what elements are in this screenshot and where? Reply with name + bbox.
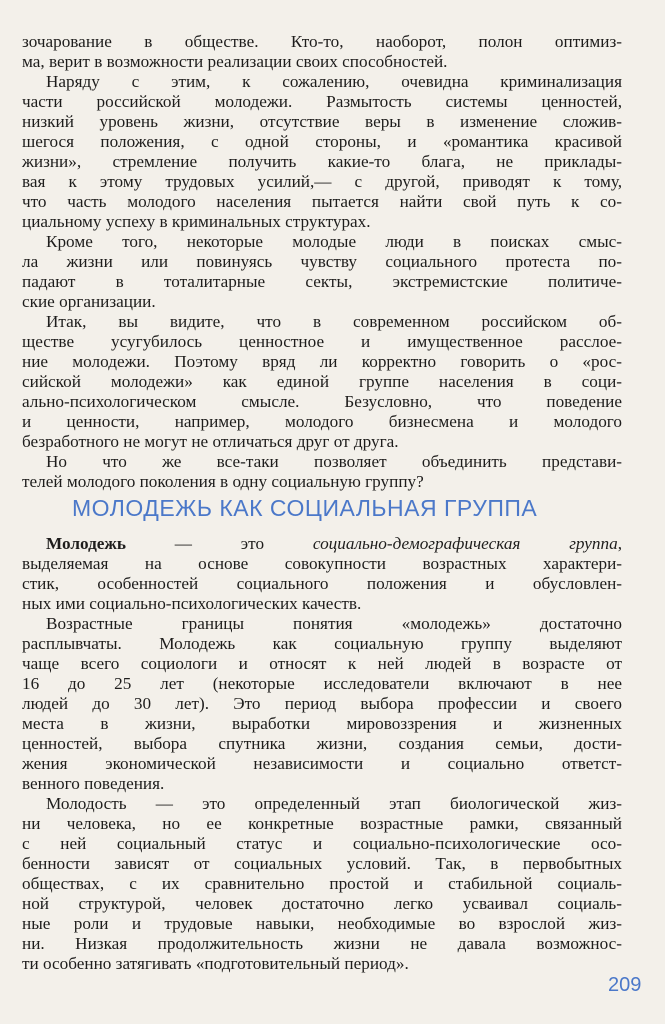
section-heading: МОЛОДЕЖЬ КАК СОЦИАЛЬНАЯ ГРУППА <box>72 495 538 521</box>
text-line: места в жизни, выработки мировоззрения и жизненных <box>22 714 622 733</box>
text-line: Итак, вы видите, что в современном российском об- <box>46 312 622 331</box>
text-line: шегося положения, с одной стороны, и «романтика красивой <box>22 132 622 151</box>
text-line: вая к этому трудовых усилий,— с другой, приводят к тому, <box>22 172 622 191</box>
text-line: ной структурой, человек достаточно легко усваивал социаль- <box>22 894 622 913</box>
text-line: ла жизни или повинуясь чувству социального протеста по- <box>22 252 622 271</box>
text-line: расплывчаты. Молодежь как социальную группу выделяют <box>22 634 622 653</box>
text-line: Но что же все-таки позволяет объединить представи- <box>46 452 622 471</box>
text-line: ни. Низкая продолжительность жизни не давала возможнос- <box>22 934 622 953</box>
text-line: ские организации. <box>22 292 156 311</box>
text-line: бенности зависят от социальных условий. Так, в первобытных <box>22 854 622 873</box>
text-line: ные роли и трудовые навыки, необходимые во взрослой жиз- <box>22 914 622 933</box>
text-line: ни человека, но ее конкретные возрастные рамки, связанный <box>22 814 622 833</box>
text-line: что часть молодого населения пытается найти свой путь к со- <box>22 192 622 211</box>
text-line: ных ими социально-психологических качеств. <box>22 594 362 613</box>
text-line: ти особенно затягивать «подготовительный период». <box>22 954 409 973</box>
defined-term: Молодежь <box>46 534 126 553</box>
text-line: жизни», стремление получить какие-то блага, не приклады- <box>22 152 622 171</box>
text-line: людей до 30 лет). Это период выбора профессии и своего <box>22 694 622 713</box>
text-line: Молодость — это определенный этап биологической жиз- <box>46 794 622 813</box>
text-line: чаще всего социологи и относят к ней людей в возрасте от <box>22 654 622 673</box>
text-line: 16 до 25 лет (некоторые исследователи включают в нее <box>22 674 622 693</box>
definition-line <box>22 534 622 554</box>
text-line: циальному успеху в криминальных структурах. <box>22 212 371 231</box>
text-line: Кроме того, некоторые молодые люди в поисках смыс- <box>46 232 622 251</box>
definition-emphasis: социально-демографическая группа <box>312 534 618 553</box>
text-line: ма, верит в возможности реализации своих способностей. <box>22 52 448 71</box>
text-line: стик, особенностей социального положения и обусловлен- <box>22 574 622 593</box>
text-line: безработного не могут не отличаться друг от друга. <box>22 432 399 451</box>
text-line: части российской молодежи. Размытость системы ценностей, <box>22 92 622 111</box>
text-line: зочарование в обществе. Кто-то, наоборот, полон оптимиз- <box>22 32 622 51</box>
text-line: и ценности, например, молодого бизнесмена и молодого <box>22 412 622 431</box>
text-line: ально-психологическом смысле. Безусловно, что поведение <box>22 392 622 411</box>
text-line: ние молодежи. Поэтому вряд ли корректно говорить о «рос- <box>22 352 622 371</box>
page-number: 209 <box>608 974 642 996</box>
text-line: низкий уровень жизни, отсутствие веры в изменение сложив- <box>22 112 622 131</box>
text-line: с ней социальный статус и социально-психологические осо- <box>22 834 622 853</box>
definition-punct: , <box>617 534 623 553</box>
text-line: Наряду с этим, к сожалению, очевидна криминализация <box>46 72 622 91</box>
text-line: телей молодого поколения в одну социальную группу? <box>22 472 424 491</box>
text-line: жения экономической независимости и социально ответст- <box>22 754 622 773</box>
text-line: Возрастные границы понятия «молодежь» достаточно <box>46 614 622 633</box>
text-line: ценностей, выбора спутника жизни, создания семьи, дости- <box>22 734 622 753</box>
text-line: выделяемая на основе совокупности возрастных характери- <box>22 554 622 573</box>
text-line: ществе усугубилось ценностное и имущественное расслое- <box>22 332 622 351</box>
text-line: падают в тоталитарные секты, экстремистские политиче- <box>22 272 622 291</box>
text-line: венного поведения. <box>22 774 165 793</box>
text-line: сийской молодежи» как единой группе населения в соци- <box>22 372 622 391</box>
definition-dash: — это <box>125 534 313 553</box>
text-line: обществах, с их сравнительно простой и стабильной социаль- <box>22 874 622 893</box>
